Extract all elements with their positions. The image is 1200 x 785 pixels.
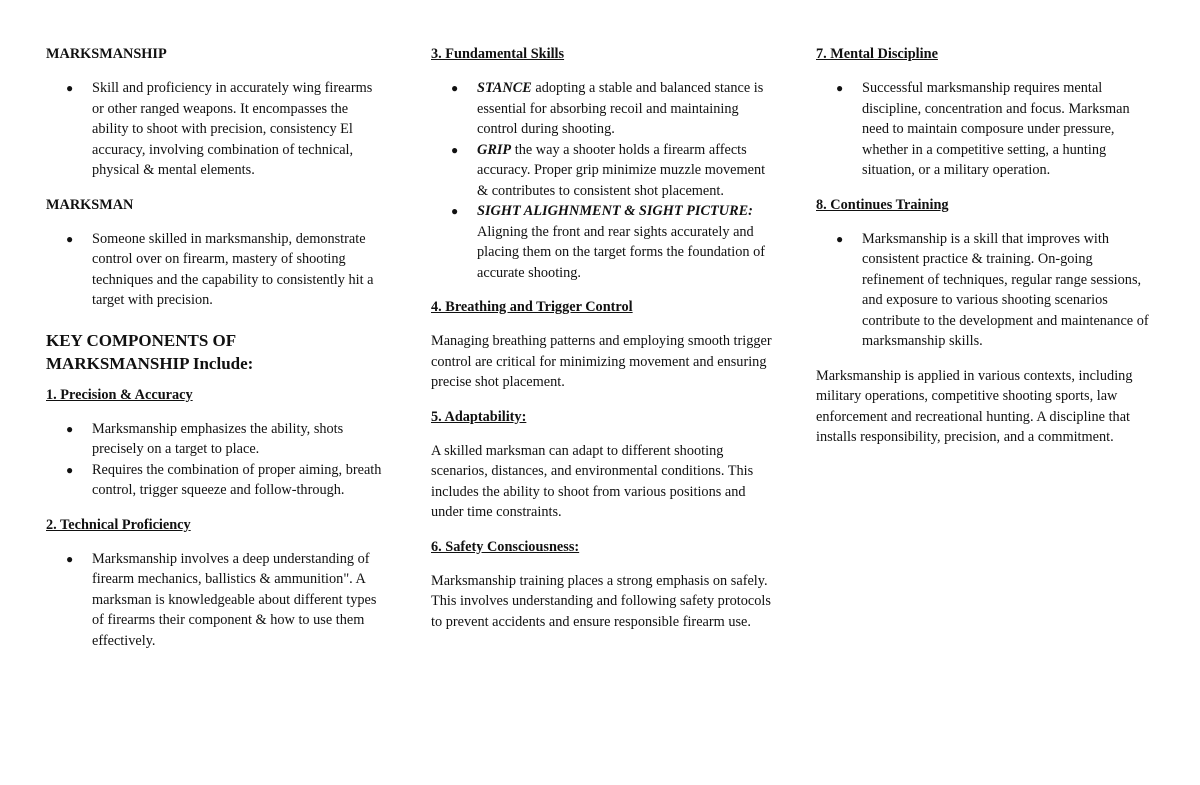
term-stance: STANCE (477, 80, 532, 96)
list-item: ● Marksmanship is a skill that improves with consistent practice & training. On-going refinement of techniques, regular range sessions, and exposure to various shooting scenarios contribute to the development and maintenance of marksmanship skills. (836, 230, 1149, 349)
precision-list (46, 419, 386, 501)
section-title-training: 8. Continues Training (816, 196, 949, 213)
bullet-icon: ● (66, 551, 74, 566)
list-item: ● Marksmanship emphasizes the ability, shots precisely on a target to place. (66, 420, 344, 457)
section-title-precision: 1. Precision & Accuracy (46, 386, 193, 403)
column-middle (431, 44, 776, 632)
list-item: ● Requires the combination of proper aiming, breath control, trigger squeeze and follow-through. (66, 461, 382, 498)
bullet-icon: ● (66, 462, 74, 477)
training-list (816, 229, 1156, 352)
section-title-technical: 2. Technical Proficiency (46, 516, 191, 533)
mental-list (816, 78, 1156, 181)
section-title-adaptability: 5. Adaptability: (431, 408, 527, 425)
safety-text: Marksmanship training places a strong emphasis on safely. This involves understanding and following safety protocols to prevent accidents and ensure responsible firearm use. (431, 572, 771, 630)
adaptability-text: A skilled marksman can adapt to different shooting scenarios, distances, and environmental conditions. This includes the ability to shoot from various positions and under time constraints. (431, 442, 754, 520)
key-components-heading: KEY COMPONENTS OF MARKSMANSHIP Include: (46, 330, 254, 373)
marksman-def-list (46, 229, 386, 311)
column-right (816, 44, 1156, 448)
list-item: ● Marksmanship involves a deep understanding of firearm mechanics, ballistics & ammunition". A marksman is knowledgeable about different types of firearms their component & how to use them effectively. (66, 550, 377, 649)
term-sight: SIGHT ALIGHNMENT & SIGHT PICTURE: (477, 203, 753, 219)
list-item: ● Skill and proficiency in accurately wing firearms or other ranged weapons. It encompasses the ability to shoot with precision, consistency El accuracy, involving combination of technical, physical & mental elements. (66, 80, 373, 178)
closing-paragraph: Marksmanship is applied in various contexts, including military operations, competitive shooting sports, law enforcement and recreational hunting. A discipline that installs responsibility, precision, and a commitment. (816, 367, 1133, 445)
bullet-icon: ● (66, 231, 74, 246)
fundamental-list (431, 78, 776, 283)
list-item: ● Successful marksmanship requires mental discipline, concentration and focus. Marksman need to maintain composure under pressure, whether in a competitive setting, a hunting situation, or a military operation. (836, 80, 1130, 178)
section-title-breathing: 4. Breathing and Trigger Control (431, 299, 633, 315)
list-item: ● GRIP the way a shooter holds a firearm affects accuracy. Proper grip minimize muzzle movement & contributes to consistent shot placement. (451, 141, 766, 199)
term-grip: GRIP (477, 141, 512, 158)
bullet-icon: ● (66, 81, 74, 95)
bullet-icon: ● (836, 231, 844, 246)
bullet-icon: ● (451, 81, 459, 95)
bullet-icon: ● (836, 81, 844, 95)
marksmanship-def-list (46, 78, 386, 181)
section-title-fundamental: 3. Fundamental Skills (431, 46, 565, 62)
bullet-icon: ● (451, 204, 459, 218)
bullet-icon: ● (66, 421, 74, 436)
breathing-text: Managing breathing patterns and employing smooth trigger control are critical for minimizing movement and ensuring precise shot placement. (431, 333, 772, 390)
section-title-safety: 6. Safety Consciousness: (431, 538, 580, 555)
section-title-mental: 7. Mental Discipline (816, 46, 938, 62)
marksman-heading: MARKSMAN (46, 196, 134, 213)
bullet-icon: ● (451, 142, 459, 157)
column-left (46, 44, 386, 651)
list-item: ● SIGHT ALIGHNMENT & SIGHT PICTURE: Aligning the front and rear sights accurately and placing them on the target forms the foundation of accurate shooting. (451, 203, 765, 281)
list-item: ● Someone skilled in marksmanship, demonstrate control over on firearm, mastery of shooting techniques and the capability to consistently hit a target with precision. (66, 230, 374, 308)
marksmanship-heading: MARKSMANSHIP (46, 46, 167, 62)
list-item: ● STANCE adopting a stable and balanced stance is essential for absorbing recoil and maintaining control during shooting. (451, 80, 764, 137)
technical-list (46, 549, 386, 652)
